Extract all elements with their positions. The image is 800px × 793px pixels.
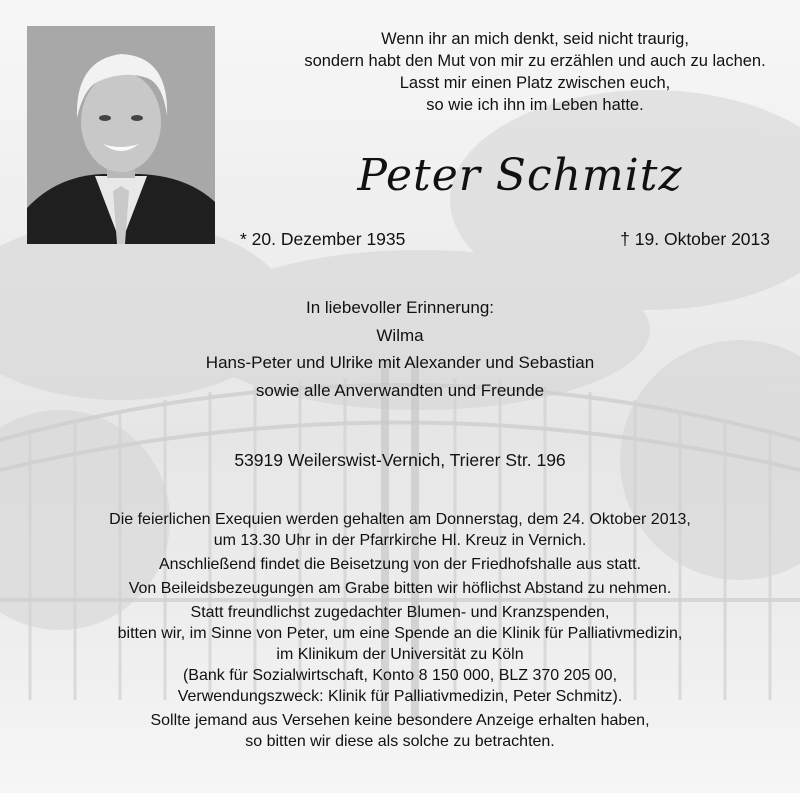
details-line: um 13.30 Uhr in der Pfarrkirche Hl. Kreuz in Vernich.	[213, 532, 587, 549]
details-line: Sollte jemand aus Versehen keine besondere Anzeige erhalten haben,	[150, 712, 650, 729]
family-address: 53919 Weilerswist-Vernich, Trierer Str. 196	[234, 450, 566, 470]
funeral-details	[0, 509, 800, 752]
portrait-photo	[27, 26, 215, 244]
details-line: Anschließend findet die Beisetzung von der Friedhofshalle aus statt.	[158, 556, 642, 573]
death-date: † 19. Oktober 2013	[620, 229, 770, 249]
details-line: Von Beileidsbezeugungen am Grabe bitten wir höflichst Abstand zu nehmen.	[128, 580, 672, 597]
details-line: Statt freundlichst zugedachter Blumen- und Kranzspenden,	[190, 604, 610, 621]
mourners-line: sowie alle Anverwandten und Freunde	[255, 380, 545, 400]
mourners-line: In liebevoller Erinnerung:	[305, 298, 495, 317]
details-line: so bitten wir diese als solche zu betrachten.	[245, 733, 555, 750]
details-line: bitten wir, im Sinne von Peter, um eine Spende an die Klinik für Palliativmedizin,	[117, 625, 683, 642]
memorial-poem	[300, 28, 770, 116]
details-line: im Klinikum der Universität zu Köln	[276, 646, 524, 663]
poem-line: Lasst mir einen Platz zwischen euch,	[399, 74, 671, 92]
mourners-line: Hans-Peter und Ulrike mit Alexander und Sebastian	[205, 353, 595, 372]
poem-line: Wenn ihr an mich denkt, seid nicht traurig,	[381, 30, 689, 48]
poem-line: sondern habt den Mut von mir zu erzählen und auch zu lachen.	[304, 52, 766, 70]
deceased-name: Peter Schmitz	[357, 150, 683, 201]
poem-line: so wie ich ihn im Leben hatte.	[426, 96, 644, 114]
details-line: Die feierlichen Exequien werden gehalten am Donnerstag, dem 24. Oktober 2013,	[109, 511, 691, 528]
birth-date: * 20. Dezember 1935	[240, 229, 406, 249]
details-line: Verwendungszweck: Klinik für Palliativmedizin, Peter Schmitz).	[177, 688, 623, 705]
mourners-list	[0, 294, 800, 404]
mourners-line: Wilma	[376, 325, 424, 345]
details-line: (Bank für Sozialwirtschaft, Konto 8 150 000, BLZ 370 205 00,	[182, 667, 618, 684]
